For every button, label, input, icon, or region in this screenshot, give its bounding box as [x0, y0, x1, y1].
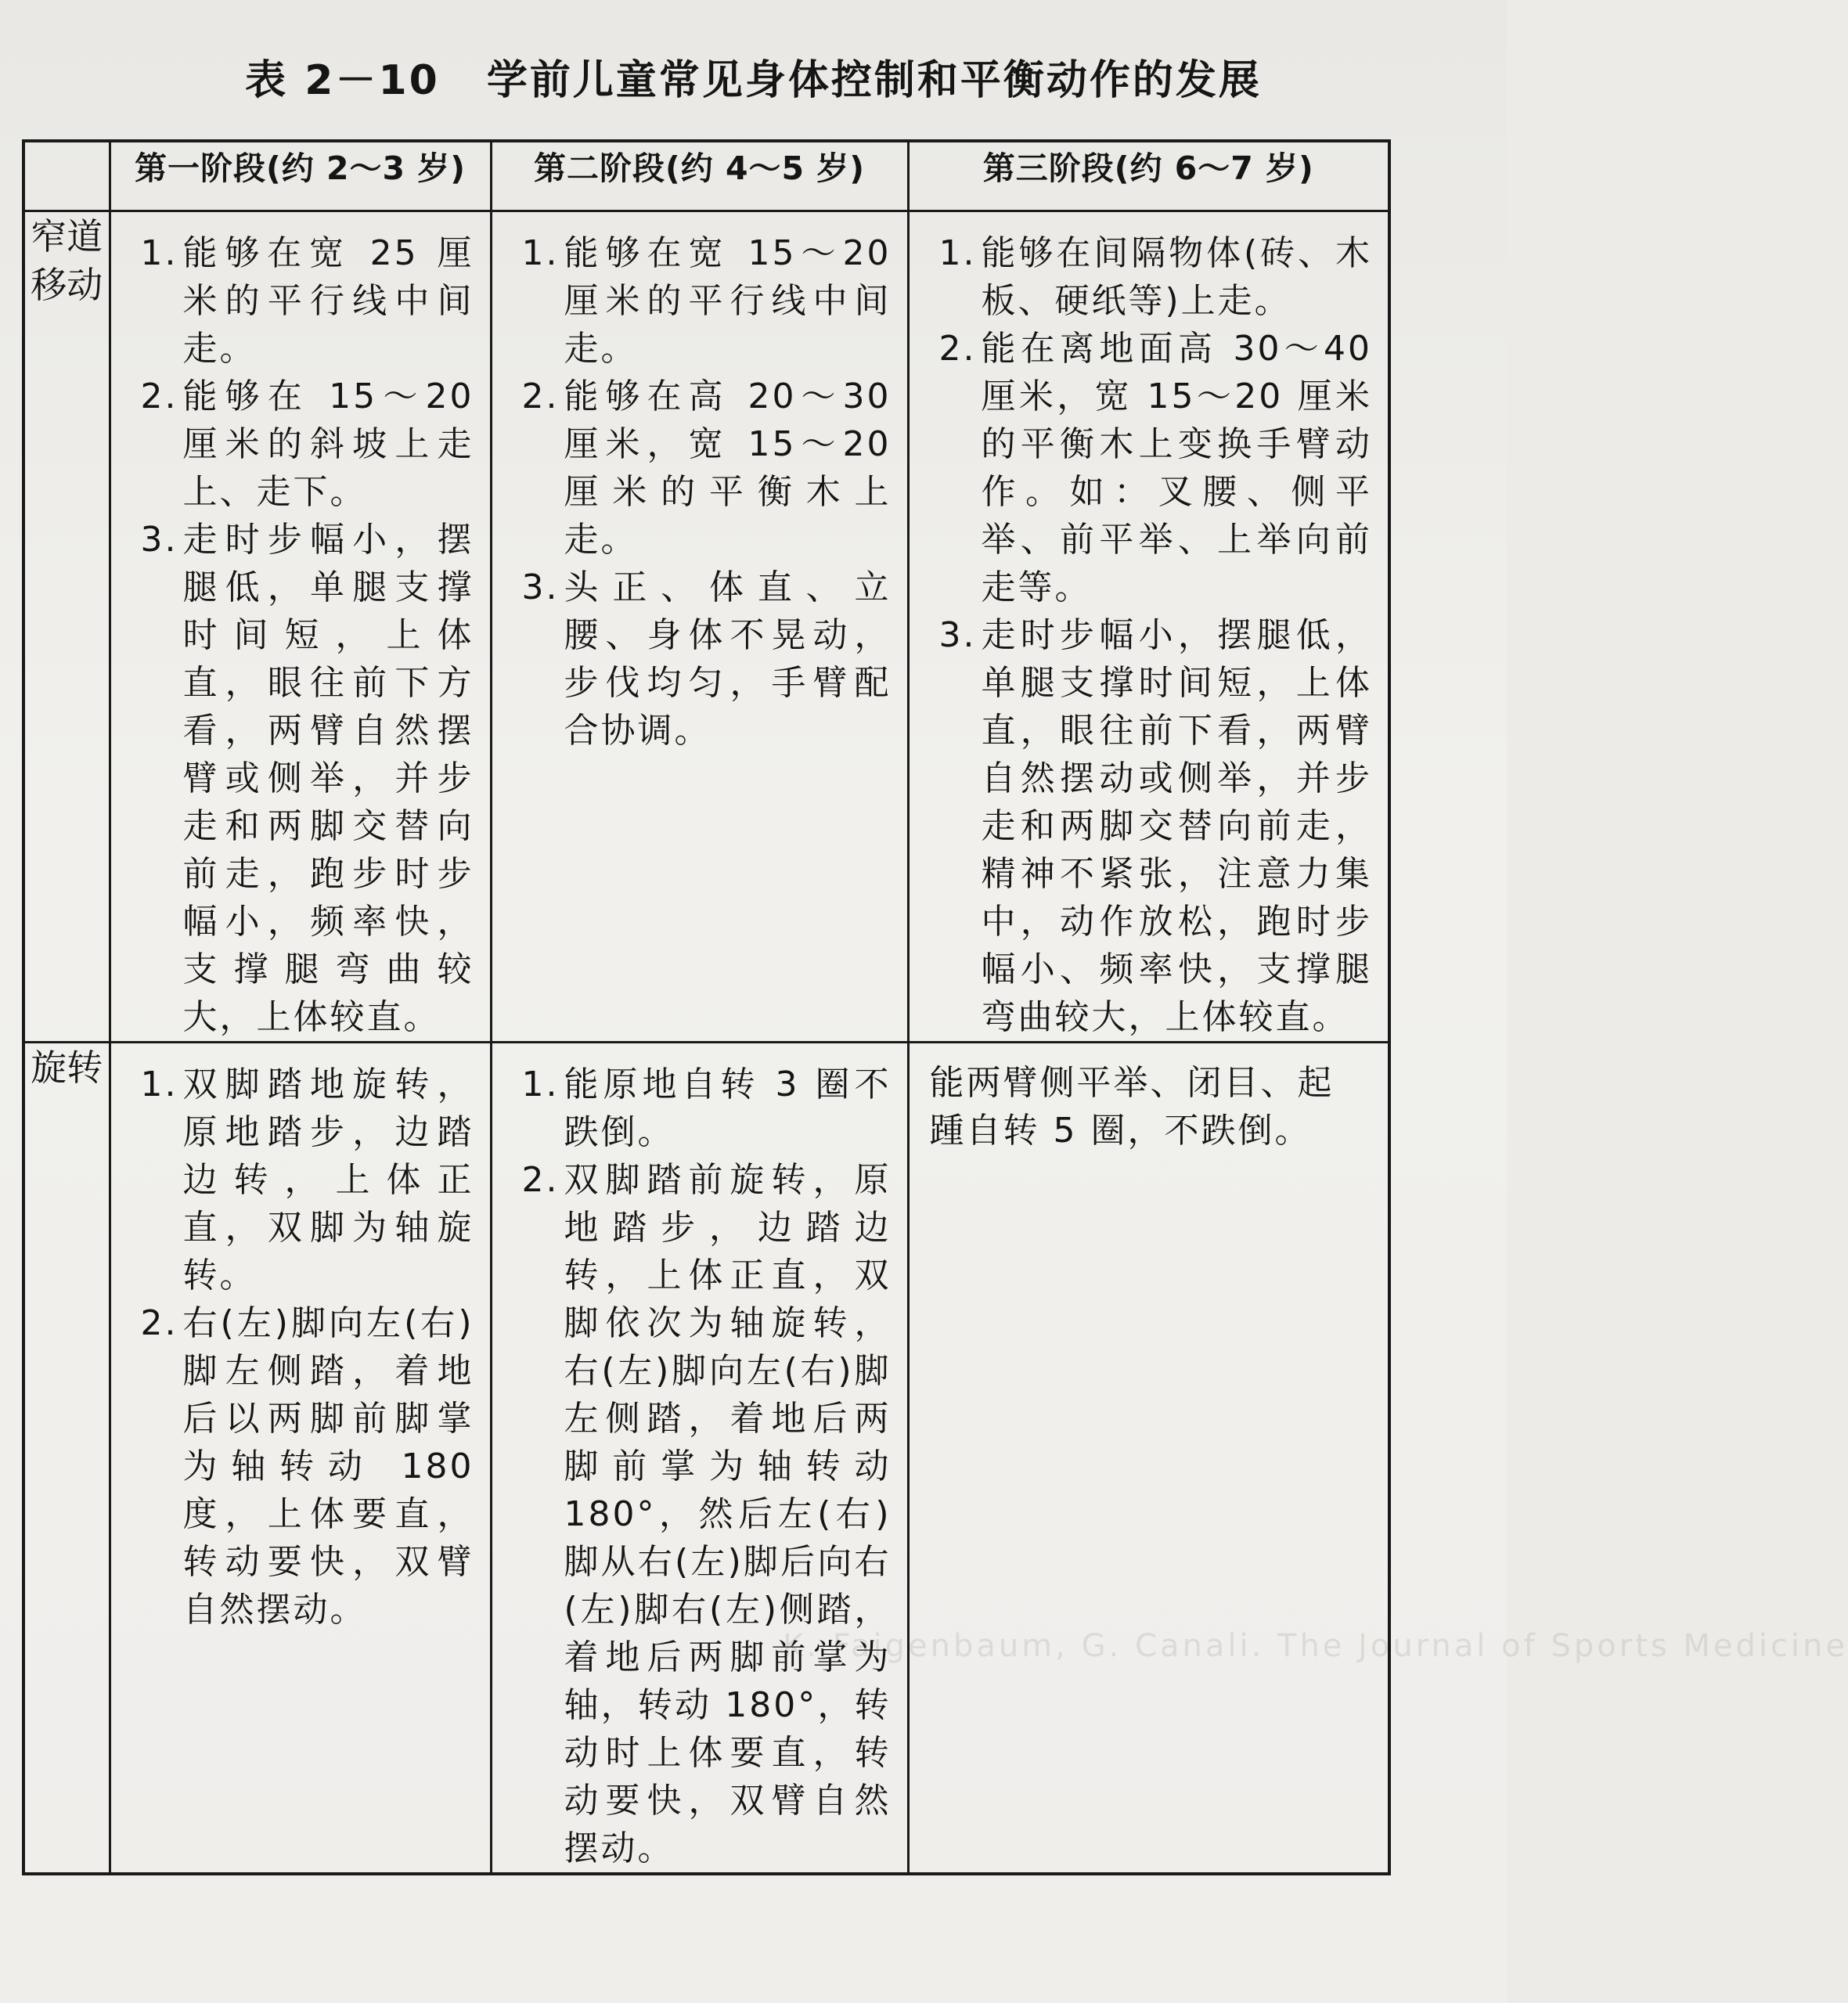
- list-item: 2. 能够在 15～20 厘米的斜坡上走上、走下。: [140, 376, 474, 512]
- list-item: 2. 能在离地面高 30～40 厘米，宽 15～20 厘米的平衡木上变换手臂动作。如：叉腰、侧平举、前平举、上举向前走等。: [938, 329, 1372, 607]
- table-header-row: [23, 141, 1389, 211]
- table-row-narrow-path: [23, 211, 1389, 1043]
- cell-narrow-stage2: [491, 211, 908, 1043]
- table-caption: [0, 47, 1507, 106]
- cell-rotation-stage3: [908, 1043, 1389, 1875]
- column-header-stage3: 第三阶段(约 6～7 岁): [908, 141, 1389, 211]
- corner-cell: [23, 141, 110, 211]
- column-header-stage1: 第一阶段(约 2～3 岁): [110, 141, 491, 211]
- row-label-rotation: 旋转: [23, 1043, 110, 1875]
- cell-rotation-stage2: [491, 1043, 908, 1875]
- list-item: 1. 能够在间隔物体(砖、木板、硬纸等)上走。: [938, 233, 1372, 321]
- cell-rotation-stage1: [110, 1043, 491, 1875]
- list-item: 1. 能原地自转 3 圈不跌倒。: [521, 1065, 892, 1152]
- table-title: 学前儿童常见身体控制和平衡动作的发展: [486, 57, 1262, 104]
- list-item: 3. 头正、体直、立腰、身体不晃动，步伐均匀，手臂配合协调。: [521, 567, 892, 751]
- bleed-through-text: K. Faigenbaum, G. Canali. The Journal of Sports Medicine: [783, 1628, 1848, 1664]
- column-header-stage2: 第二阶段(约 4～5 岁): [491, 141, 908, 211]
- list-item: 2. 右(左)脚向左(右)脚左侧踏，着地后以两脚前脚掌为轴转动 180 度，上体要直，转动要快，双臂自然摆动。: [140, 1303, 474, 1630]
- list-item: 2. 能够在高 20～30 厘米，宽 15～20 厘米的平衡木上走。: [521, 376, 892, 560]
- table-row-rotation: [23, 1043, 1389, 1875]
- rotation-stage3-text: 能两臂侧平举、闭目、起踵自转 5 圈，不跌倒。: [929, 1063, 1335, 1151]
- cell-narrow-stage3: [908, 211, 1389, 1043]
- list-item: 1. 能够在宽 25 厘米的平行线中间走。: [140, 233, 474, 369]
- table-number: 表 2－10: [245, 57, 440, 104]
- list-item: 1. 双脚踏地旋转，原地踏步，边踏边转，上体正直，双脚为轴旋转。: [140, 1065, 474, 1295]
- list-item: 3. 走时步幅小，摆腿低，单腿支撑时间短，上体直，眼往前下看，两臂自然摆动或侧举，并步走和两脚交替向前走，精神不紧张，注意力集中，动作放松，跑时步幅小、频率快，支撑腿弯曲较大，上体较直。: [938, 615, 1372, 1037]
- list-item: 1. 能够在宽 15～20 厘米的平行线中间走。: [521, 233, 892, 369]
- cell-narrow-stage1: [110, 211, 491, 1043]
- development-table: [22, 139, 1391, 1875]
- list-item: 3. 走时步幅小，摆腿低，单腿支撑时间短，上体直，眼往前下方看，两臂自然摆臂或侧举，并步走和两脚交替向前走，跑步时步幅小，频率快，支撑腿弯曲较大，上体较直。: [140, 520, 474, 1037]
- list-item: 2. 双脚踏前旋转，原地踏步，边踏边转，上体正直，双脚依次为轴旋转，右(左)脚向左(右)脚左侧踏，着地后两脚前掌为轴转动 180°，然后左(右)脚从右(左)脚后向右(左)脚右(左)侧踏，着地后两脚前掌为轴，转动 180°，转动时上体要直，转动要快，双臂自然摆动。: [521, 1160, 892, 1868]
- row-label-narrow-path: 窄道 移动: [23, 211, 110, 1043]
